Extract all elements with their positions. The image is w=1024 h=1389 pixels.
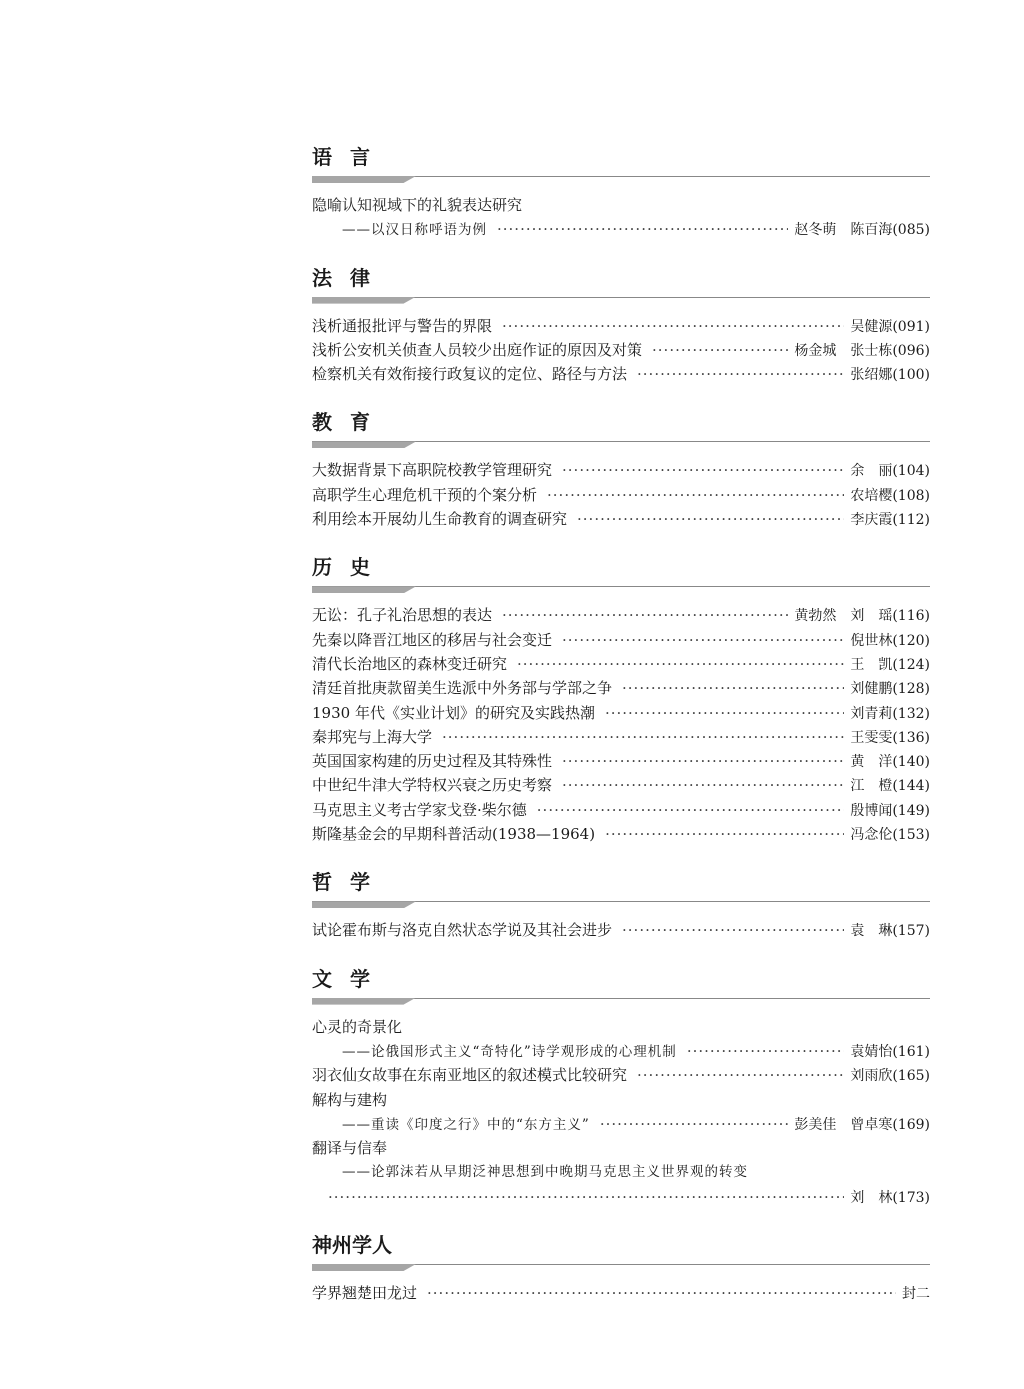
toc-entry[interactable]	[312, 338, 930, 362]
toc-entry[interactable]	[312, 798, 930, 822]
section-rule	[312, 296, 930, 306]
toc-entry-title: 马克思主义考古学家戈登·柴尔德	[312, 800, 527, 819]
toc-entry-authors: 赵冬萌 陈百海	[794, 222, 893, 239]
dot-leader	[577, 507, 844, 531]
section-rule	[312, 1263, 930, 1273]
toc-entry[interactable]	[312, 725, 930, 749]
section-rule	[312, 585, 930, 595]
toc-entry-subtitle: ——以汉日称呼语为例	[342, 222, 487, 239]
toc-entry-authors: 江 橙	[850, 778, 893, 795]
toc-entry-authors: 刘健鹏	[850, 681, 893, 698]
section-history	[312, 551, 930, 846]
toc-entry-title: 清廷首批庚款留美生选派中外务部与学部之争	[312, 679, 613, 698]
toc-entry[interactable]	[312, 1185, 930, 1209]
toc-entry-title[interactable]: 心灵的奇景化	[312, 1017, 403, 1036]
dot-leader	[537, 798, 845, 822]
dot-leader	[605, 822, 844, 846]
toc-entry-title: 中世纪牛津大学特权兴衰之历史考察	[312, 776, 553, 795]
toc-entry[interactable]	[312, 1039, 930, 1063]
section-heading: 历史	[312, 555, 388, 580]
toc-entry-authors: 王雯雯	[850, 729, 893, 746]
toc-entry-authors: 张绍娜	[850, 367, 893, 384]
toc-entry-title: 大数据背景下高职院校教学管理研究	[312, 461, 553, 480]
toc-entry-authors: 袁婧怡	[850, 1043, 893, 1060]
section-heading: 哲学	[312, 870, 388, 895]
toc-entry-page: (157)	[892, 923, 930, 940]
toc-entry-authors: 袁 琳	[850, 923, 893, 940]
dot-leader	[562, 749, 844, 773]
toc-entry-page: (112)	[892, 512, 930, 529]
dot-leader	[622, 918, 844, 942]
section-heading: 法律	[312, 265, 388, 290]
toc-entry[interactable]	[312, 1112, 930, 1136]
toc-entry-authors: 吴健源	[850, 318, 893, 335]
dot-leader	[502, 603, 788, 627]
toc-entry-page: (169)	[892, 1116, 930, 1133]
toc-entry-title: 浅析通报批评与警告的界限	[312, 316, 493, 335]
toc-entry-authors: 王 凯	[850, 656, 893, 673]
toc-entry-page: (091)	[892, 318, 930, 335]
toc-entry-page: (173)	[892, 1189, 930, 1206]
toc-entry-authors: 黄勃然 刘 瑶	[794, 608, 893, 625]
dot-leader	[497, 217, 788, 241]
section-education	[312, 406, 930, 531]
section-philosophy	[312, 866, 930, 942]
toc-entry[interactable]	[312, 362, 930, 386]
toc-entry-subtitle: ——论俄国形式主义“奇特化”诗学观形成的心理机制	[342, 1043, 677, 1060]
toc-entry-page: (108)	[892, 487, 930, 504]
dot-leader	[637, 1063, 844, 1087]
toc-entry-page: (144)	[892, 778, 930, 795]
section-shenzhou-scholars	[312, 1229, 930, 1305]
toc-entry[interactable]	[312, 217, 930, 241]
section-heading: 神州学人	[312, 1233, 392, 1258]
toc-entry[interactable]	[312, 1281, 930, 1305]
toc-entry-title: 清代长治地区的森林变迁研究	[312, 654, 508, 673]
toc-entry-authors: 刘雨欣	[850, 1068, 893, 1085]
toc-entry-page: (165)	[892, 1068, 930, 1085]
toc-entry-title: 先秦以降晋江地区的移居与社会变迁	[312, 630, 553, 649]
dot-leader	[547, 483, 844, 507]
toc-entry[interactable]	[312, 603, 930, 627]
toc-entry-subtitle: ——重读《印度之行》中的“东方主义”	[342, 1116, 590, 1133]
toc-entry-page: (116)	[892, 608, 930, 625]
toc-entry-page: (104)	[892, 463, 930, 480]
toc-entry-page: (132)	[892, 705, 930, 722]
toc-entry-page: (140)	[892, 754, 930, 771]
toc-entry[interactable]	[312, 918, 930, 942]
toc-entry-authors: 刘 林	[850, 1189, 893, 1206]
section-rule	[312, 900, 930, 910]
toc-entry-title: 英国国家构建的历史过程及其特殊性	[312, 752, 553, 771]
toc-entry-title: 1930 年代《实业计划》的研究及实践热潮	[312, 703, 595, 722]
dot-leader	[687, 1039, 845, 1063]
toc-entry-page: (128)	[892, 681, 930, 698]
toc-entry-title: 利用绘本开展幼儿生命教育的调查研究	[312, 510, 568, 529]
section-rule	[312, 175, 930, 185]
dot-leader	[427, 1281, 896, 1305]
toc-entry[interactable]	[312, 701, 930, 725]
toc-entry-title: 学界翘楚田龙过	[312, 1284, 418, 1303]
toc-entry-page: (136)	[892, 729, 930, 746]
toc-entry-title[interactable]: 翻译与信奉	[312, 1139, 388, 1158]
dot-leader	[442, 725, 844, 749]
dot-leader	[517, 652, 844, 676]
toc-entry-subtitle: ——论郭沫若从早期泛神思想到中晚期马克思主义世界观的转变	[342, 1164, 748, 1181]
section-heading: 教育	[312, 410, 388, 435]
section-rule	[312, 440, 930, 450]
toc-entry-authors: 冯念伦	[850, 827, 893, 844]
toc-entry-title[interactable]: 隐喻认知视域下的礼貌表达研究	[312, 196, 523, 214]
dot-leader	[562, 628, 844, 652]
toc-entry-page: (153)	[892, 827, 930, 844]
dot-leader	[637, 362, 844, 386]
toc-entry-authors: 刘青莉	[850, 705, 893, 722]
toc-entry-page: (096)	[892, 342, 930, 359]
toc-entry[interactable]	[312, 676, 930, 700]
toc-entry-authors: 李庆霞	[850, 512, 893, 529]
table-of-contents	[312, 141, 930, 1305]
dot-leader	[562, 773, 844, 797]
toc-entry-page: (161)	[892, 1043, 930, 1060]
toc-entry-authors: 杨金城 张士栋	[794, 342, 893, 359]
toc-entry-title: 试论霍布斯与洛克自然状态学说及其社会进步	[312, 921, 613, 940]
toc-entry-page: (085)	[892, 222, 930, 239]
dot-leader	[600, 1112, 789, 1136]
section-rule	[312, 997, 930, 1007]
toc-entry[interactable]	[312, 749, 930, 773]
toc-entry-title: 高职学生心理危机干预的个案分析	[312, 485, 538, 504]
dot-leader	[622, 676, 844, 700]
toc-entry-page: (124)	[892, 656, 930, 673]
toc-entry-authors: 余 丽	[850, 463, 893, 480]
toc-entry-page: (120)	[892, 632, 930, 649]
section-language	[312, 141, 930, 242]
toc-entry-authors: 彭美佳 曾卓寒	[794, 1116, 893, 1133]
toc-entry-authors: 倪世林	[850, 632, 893, 649]
toc-entry-page: 封二	[902, 1286, 930, 1303]
dot-leader	[502, 314, 844, 338]
toc-entry[interactable]	[312, 652, 930, 676]
toc-entry-authors: 殷博闻	[850, 802, 893, 819]
toc-entry-title: 羽衣仙女故事在东南亚地区的叙述模式比较研究	[312, 1066, 628, 1085]
dot-leader	[328, 1185, 844, 1209]
toc-entry-title: 斯隆基金会的早期科普活动(1938—1964)	[312, 825, 596, 844]
toc-entry[interactable]	[312, 628, 930, 652]
toc-entry-title: 秦邦宪与上海大学	[312, 727, 433, 746]
toc-entry[interactable]	[312, 822, 930, 846]
toc-entry[interactable]	[312, 1063, 930, 1087]
toc-entry-page: (149)	[892, 802, 930, 819]
toc-entry-title: 检察机关有效衔接行政复议的定位、路径与方法	[312, 365, 628, 384]
toc-entry-title[interactable]: 解构与建构	[312, 1090, 388, 1109]
toc-entry-authors: 农培樱	[850, 487, 893, 504]
toc-entry[interactable]	[312, 507, 930, 531]
toc-entry[interactable]	[312, 773, 930, 797]
toc-entry-authors: 黄 洋	[850, 754, 893, 771]
toc-entry[interactable]	[312, 314, 930, 338]
toc-entry-page: (100)	[892, 367, 930, 384]
dot-leader	[652, 338, 788, 362]
toc-entry[interactable]	[312, 483, 930, 507]
section-literature	[312, 963, 930, 1209]
section-heading: 文学	[312, 966, 388, 991]
dot-leader	[605, 701, 844, 725]
section-heading: 语言	[312, 145, 388, 169]
dot-leader	[562, 458, 844, 482]
section-law	[312, 262, 930, 387]
toc-entry-title: 浅析公安机关侦查人员较少出庭作证的原因及对策	[312, 340, 643, 359]
toc-entry[interactable]	[312, 458, 930, 482]
toc-entry-title: 无讼：孔子礼治思想的表达	[312, 606, 493, 625]
